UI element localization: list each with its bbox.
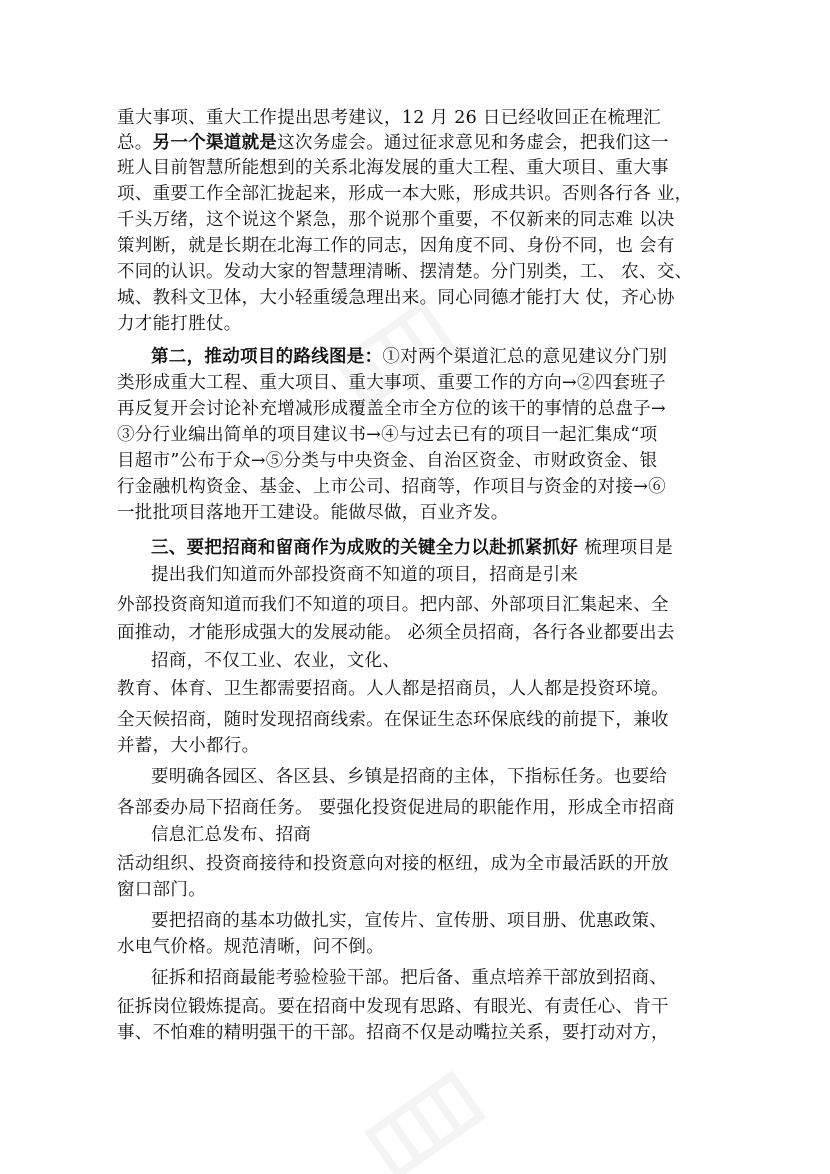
section-heading: 三、要把招商和留商作为成败的关键全力以赴抓紧抓好 [151, 538, 579, 558]
text-line [117, 261, 692, 283]
line-text: 招商，不仅工业、农业，文化、 [151, 651, 401, 671]
line-text: 要明确各园区、各区县、乡镇是招商的主体，下指标任务。也要给 [151, 767, 668, 787]
text-line [117, 157, 669, 179]
line-text: 事、不怕难的精明强干的干部。招商不仅是动嘴拉关系，要打动对方， [117, 1023, 669, 1043]
line-text: 千头万绪，这个说这个紧急，那个说那个重要，不仅新来的同志难 以决 [117, 210, 675, 230]
bold-phrase: 另一个渠道就是 [152, 133, 278, 153]
text-line [117, 132, 669, 154]
line-text: 项、重要工作全部汇拢起来，形成一本大账，形成共识。否则各行各 业， [117, 184, 693, 204]
line-text: 班人目前智慧所能想到的关系北海发展的重大工程、重大项目、重大事 [117, 158, 669, 178]
text-line [117, 107, 661, 129]
line-text: 梳理项目是 [578, 538, 674, 558]
line-text: 并蓄，大小都行。 [117, 736, 260, 756]
line-text: 目超市”公布于众→⑤分类与中央资金、自治区资金、市财政资金、银 [117, 451, 658, 471]
line-text: 面推动，才能形成强大的发展动能。 必须全员招商，各行各业都要出去 [117, 623, 675, 643]
text-line [151, 967, 667, 989]
line-text: 一批批项目落地开工建设。能做尽做，百业齐发。 [117, 503, 509, 523]
line-text: 这次务虚会。通过征求意见和务虚会，把我们这一 [277, 133, 669, 153]
line-text: 不同的认识。发动大家的智慧理清晰、摆清楚。分门别类，工、 农、交、 [117, 262, 693, 282]
text-line [151, 346, 667, 368]
text-line [117, 1022, 669, 1044]
line-text: 教育、体育、卫生都需要招商。人人都是招商员，人人都是投资环境。 [117, 679, 669, 699]
line-text: ①对两个渠道汇总的意见建议分门别 [382, 347, 668, 367]
line-text: 城、教科文卫体，大小轻重缓急理出来。同心同德才能打大 仗，齐心协 [117, 288, 675, 308]
text-line [117, 594, 669, 616]
line-text: 活动组织、投资商接待和投资意向对接的枢纽，成为全市最活跃的开放 [117, 854, 669, 874]
text-line [117, 476, 666, 498]
line-text: ③分行业编出简单的项目建议书→④与过去已有的项目一起汇集成“项 [117, 425, 658, 445]
text-line [117, 450, 657, 472]
text-line [117, 183, 692, 205]
watermark-icon [360, 1070, 490, 1174]
line-text: 信息汇总发布、招商 [151, 825, 312, 845]
text-line [117, 797, 675, 819]
text-line [117, 424, 657, 446]
line-text: 外部投资商知道而我们不知道的项目。把内部、外部项目汇集起来、全 [117, 595, 669, 615]
line-text: 行金融机构资金、基金、上市公司、招商等，作项目与资金的对接→⑥ [117, 477, 666, 497]
text-line [151, 824, 311, 846]
line-text: 窗口部门。 [117, 880, 206, 900]
line-text: 策判断，就是长期在北海工作的同志，因角度不同、身份不同，也 会有 [117, 236, 675, 256]
line-text: 力才能打胜仗。 [117, 314, 242, 334]
line-text: 征拆岗位锻炼提高。要在招商中发现有思路、有眼光、有责任心、肯干 [117, 997, 669, 1017]
text-line [151, 766, 667, 788]
text-line [117, 372, 666, 394]
line-text: 提出我们知道而外部投资商不知道的项目，招商是引来 [151, 565, 579, 585]
text-line [117, 398, 666, 420]
line-text: 重大事项、重大工作提出思考建议，12 月 26 日已经收回正在梳理汇 [117, 108, 661, 128]
line-text: 全天候招商，随时发现招商线索。在保证生态环保底线的前提下，兼收 [117, 710, 669, 730]
line-text: 类形成重大工程、重大项目、重大事项、重要工作的方向→②四套班子 [117, 373, 666, 393]
text-line [117, 235, 675, 257]
text-line [117, 709, 669, 731]
text-line [117, 502, 509, 524]
line-text: 征拆和招商最能考验检验干部。把后备、重点培养干部放到招商、 [151, 968, 668, 988]
text-line [151, 564, 578, 586]
text-line [117, 287, 675, 309]
text-line [151, 910, 667, 932]
text-line [117, 936, 384, 958]
text-line [117, 209, 675, 231]
text-line [117, 879, 206, 901]
text-line [117, 313, 242, 335]
line-text: 要把招商的基本功做扎实，宣传片、宣传册、项目册、优惠政策、 [151, 911, 668, 931]
text-line [151, 650, 400, 672]
text-line [117, 678, 669, 700]
text-line [117, 996, 669, 1018]
line-text: 水电气价格。规范清晰，问不倒。 [117, 937, 384, 957]
text-line [151, 537, 673, 559]
section-heading: 第二，推动项目的路线图是： [151, 347, 383, 367]
line-text: 再反复开会讨论补充增减形成覆盖全市全方位的该干的事情的总盘子→ [117, 399, 666, 419]
text-line [117, 622, 675, 644]
text-line [117, 853, 669, 875]
text-line [117, 735, 259, 757]
line-text: 各部委办局下招商任务。 要强化投资促进局的职能作用，形成全市招商 [117, 798, 675, 818]
line-text: 总。 [117, 133, 153, 153]
